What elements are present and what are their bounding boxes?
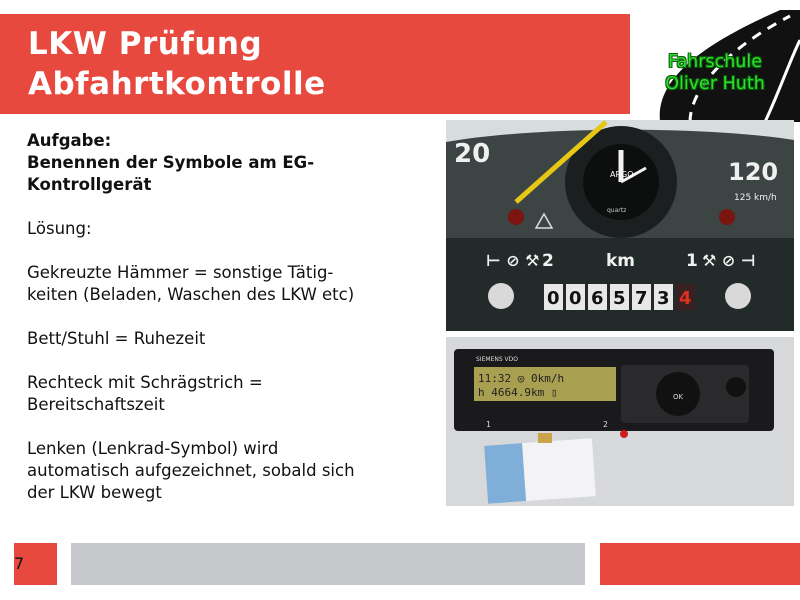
item-rectangle-line1: Rechteck mit Schrägstrich = xyxy=(27,373,263,392)
tachograph-brand: SIEMENS VDO xyxy=(476,356,518,363)
odometer-digit: 3 xyxy=(657,288,670,309)
display-line1: 11:32 ◎ 0km/h xyxy=(478,372,565,385)
display-line2: h 4664.9km ▯ xyxy=(478,386,558,399)
logo-text-line2: Oliver Huth xyxy=(665,74,765,94)
item-rectangle-line2: Bereitschaftszeit xyxy=(27,395,165,414)
eject-button-icon xyxy=(726,377,746,397)
speed-label-120: 120 xyxy=(728,158,779,186)
item-hammers-line2: keiten (Beladen, Waschen des LKW etc) xyxy=(27,285,355,304)
tacho-driver1-label: 1 xyxy=(686,251,698,271)
footer-accent-right xyxy=(600,543,800,585)
item-bed-chair: Bett/Stuhl = Ruhezeit xyxy=(27,329,206,348)
tachometer-photo xyxy=(446,120,794,331)
tachograph-photo xyxy=(446,337,794,506)
odometer xyxy=(544,284,695,310)
odometer-digit: 6 xyxy=(591,288,604,309)
clock-brand: ARGO xyxy=(610,170,634,179)
page-number: 7 xyxy=(14,554,25,573)
speed-label-20: 20 xyxy=(454,139,491,169)
tacho-symbols-right: ⚒ ⊘ ⊣ xyxy=(702,251,756,270)
speed-unit: 125 km/h xyxy=(734,193,777,203)
odometer-digit: 7 xyxy=(635,288,648,309)
odometer-digit: 0 xyxy=(547,288,560,309)
tacho-km-label: km xyxy=(606,251,636,271)
odometer-digit: 4 xyxy=(679,288,692,309)
clock-quartz: quartz xyxy=(607,207,627,214)
footer-bar xyxy=(71,543,585,585)
item-steering-line2: automatisch aufgezeichnet, sobald sich xyxy=(27,461,355,480)
logo-text-line1: Fahrschule xyxy=(667,52,763,72)
slide-content xyxy=(27,130,427,504)
knob-left-icon xyxy=(488,283,514,309)
task-text-line2: Kontrollgerät xyxy=(27,175,152,194)
solution-label: Lösung: xyxy=(27,219,92,238)
ok-label: OK xyxy=(673,393,684,401)
odometer-digit: 5 xyxy=(613,288,626,309)
slide-title-line1: LKW Prüfung xyxy=(28,26,263,62)
slot1-label: 1 xyxy=(486,420,491,429)
knob-right-icon xyxy=(725,283,751,309)
tacho-symbols-left: ⊢ ⊘ ⚒ xyxy=(486,251,540,270)
task-text-line1: Benennen der Symbole am EG- xyxy=(27,153,315,172)
task-label: Aufgabe: xyxy=(27,131,112,150)
item-hammers-line1: Gekreuzte Hämmer = sonstige Tätig- xyxy=(27,263,334,282)
item-steering-line3: der LKW bewegt xyxy=(27,483,162,502)
slide-title-line2: Abfahrtkontrolle xyxy=(28,66,326,102)
slot2-label: 2 xyxy=(603,420,608,429)
item-steering-line1: Lenken (Lenkrad-Symbol) wird xyxy=(27,439,279,458)
driving-school-logo xyxy=(630,10,800,122)
tacho-driver2-label: 2 xyxy=(542,251,554,271)
odometer-digit: 0 xyxy=(569,288,582,309)
